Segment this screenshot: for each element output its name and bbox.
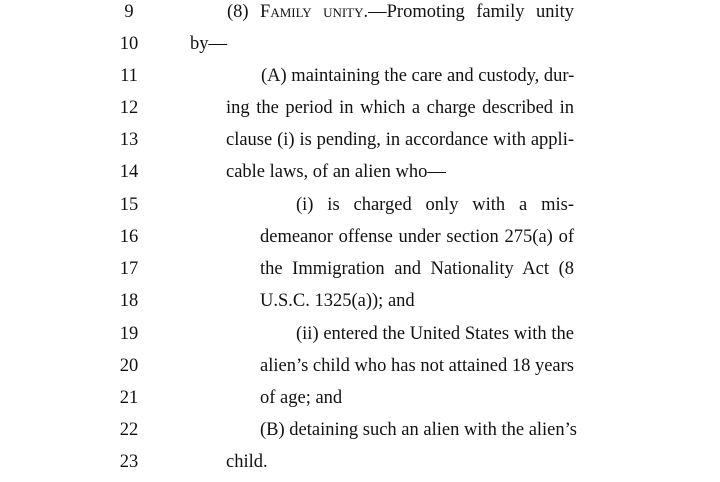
line-number: 23 <box>119 452 139 472</box>
text-line <box>0 322 720 354</box>
line-text: of age; and <box>260 388 343 408</box>
line-text: child. <box>226 452 268 472</box>
text-line <box>0 386 720 418</box>
line-text: ing the period in which a charge described in <box>226 98 574 118</box>
line-number: 20 <box>119 356 139 376</box>
line-text: (ii) entered the United States with the <box>296 324 574 344</box>
section-heading: Family unity <box>260 2 364 22</box>
line-number: 11 <box>120 66 138 86</box>
line-number: 19 <box>119 324 139 344</box>
line-content: .—Promoting family unity <box>363 2 574 22</box>
line-number: 17 <box>119 259 139 279</box>
line-number: 14 <box>119 162 139 182</box>
text-line <box>0 32 720 64</box>
text-line <box>0 128 720 160</box>
line-text <box>227 0 574 24</box>
line-text: alien’s child who has not attained 18 years <box>260 356 574 376</box>
text-line <box>0 96 720 128</box>
paragraph-marker: (8) <box>227 2 261 22</box>
line-number: 10 <box>119 34 139 54</box>
text-line <box>0 193 720 225</box>
line-number: 16 <box>119 227 139 247</box>
line-text: cable laws, of an alien who— <box>226 162 446 182</box>
line-number: 12 <box>119 98 139 118</box>
line-number: 18 <box>119 291 139 311</box>
text-line <box>0 289 720 321</box>
text-line <box>0 354 720 386</box>
line-number: 15 <box>119 195 139 215</box>
text-line <box>0 0 720 32</box>
line-text: (A) maintaining the care and custody, dur- <box>261 66 575 86</box>
text-line <box>0 257 720 289</box>
line-number: 13 <box>119 130 139 150</box>
text-line <box>0 450 720 482</box>
line-number: 9 <box>124 2 134 22</box>
line-number: 22 <box>119 420 139 440</box>
line-text: the Immigration and Nationality Act (8 <box>260 259 574 279</box>
text-line <box>0 225 720 257</box>
text-line <box>0 64 720 96</box>
line-text: clause (i) is pending, in accordance with appli- <box>226 130 574 150</box>
line-text: demeanor offense under section 275(a) of <box>260 227 574 247</box>
text-line <box>0 418 720 450</box>
text-line <box>0 160 720 192</box>
line-text: U.S.C. 1325(a)); and <box>260 291 415 311</box>
line-number: 21 <box>119 388 139 408</box>
line-text: (B) detaining such an alien with the alien’s <box>260 420 577 440</box>
line-text: (i) is charged only with a mis- <box>296 195 574 215</box>
line-text: by— <box>190 34 227 54</box>
